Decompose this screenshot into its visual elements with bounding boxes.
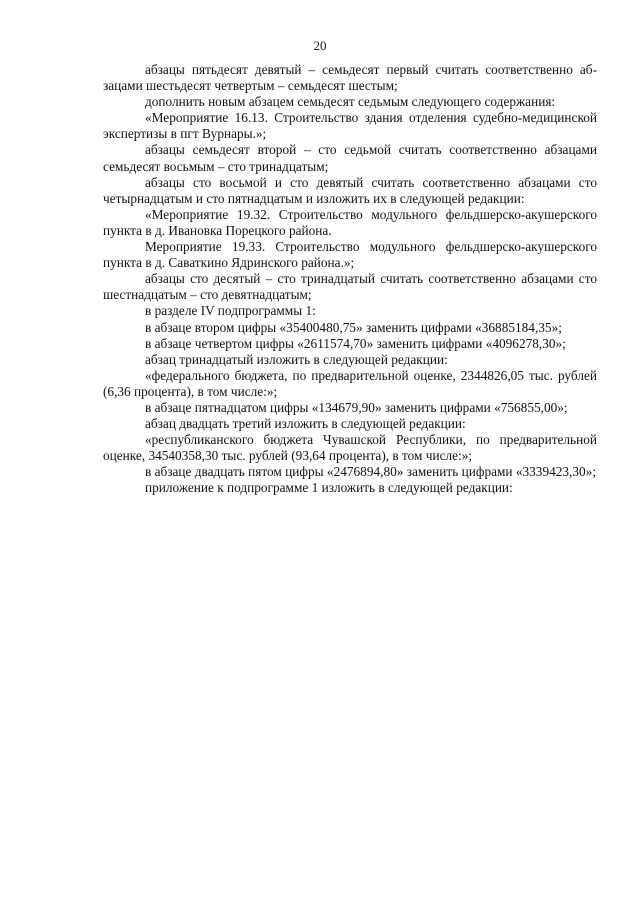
page-number: 20 — [313, 38, 327, 53]
document-body — [103, 62, 597, 497]
paragraph: «Мероприятие 19.32. Строительство модульного фельдшерско-акушерского пункта в д. Ивановка Порецкого района. — [103, 206, 597, 238]
paragraph: абзацы сто восьмой и сто девятый считать соответственно абзацами сто четырнадцатым и сто пятнадцатым и изложить их в следующей редакции: — [103, 174, 597, 206]
paragraph: «республиканского бюджета Чувашской Республики, по предварительной оценке, 34540358,30 тыс. рублей (93,64 процента), в том числе:»; — [103, 432, 597, 464]
paragraph: абзац тринадцатый изложить в следующей редакции: — [145, 351, 448, 367]
paragraph: «федерального бюджета, по предварительной оценке, 2344826,05 тыс. рублей (6,36 процента), в том числе:»; — [103, 367, 597, 399]
paragraph: абзацы пятьдесят девятый – семьдесят первый считать соответственно абзацами шестьдесят четвертым – семьдесят шестым; — [103, 62, 597, 94]
paragraph: «Мероприятие 16.13. Строительство здания отделения судебно-медицинской экспертизы в пгт Вурнары.»; — [103, 110, 597, 142]
paragraph: в абзаце пятнадцатом цифры «134679,90» заменить цифрами «756855,00»; — [145, 399, 568, 415]
paragraph: абзац двадцать третий изложить в следующей редакции: — [145, 416, 466, 432]
paragraph: приложение к подпрограмме 1 изложить в следующей редакции: — [145, 480, 513, 496]
paragraph: дополнить новым абзацем семьдесят седьмым следующего содержания: — [145, 94, 556, 110]
paragraph: Мероприятие 19.33. Строительство модульного фельдшерско-акушерского пункта в д. Саваткино Ядринского района.»; — [103, 239, 597, 271]
paragraph: в абзаце четвертом цифры «2611574,70» заменить цифрами «4096278,30»; — [145, 335, 566, 351]
paragraph: абзацы семьдесят второй – сто седьмой считать соответственно абзацами семьдесят восьмым – сто тринадцатым; — [103, 142, 597, 174]
paragraph: в абзаце втором цифры «35400480,75» заменить цифрами «36885184,35»; — [145, 319, 562, 335]
paragraph: в разделе IV подпрограммы 1: — [145, 303, 316, 319]
paragraph: абзацы сто десятый – сто тринадцатый считать соответственно абзацами сто шестнадцатым – сто девятнадцатым; — [103, 271, 597, 303]
paragraph: в абзаце двадцать пятом цифры «2476894,80» заменить цифрами «3339423,30»; — [145, 464, 597, 480]
